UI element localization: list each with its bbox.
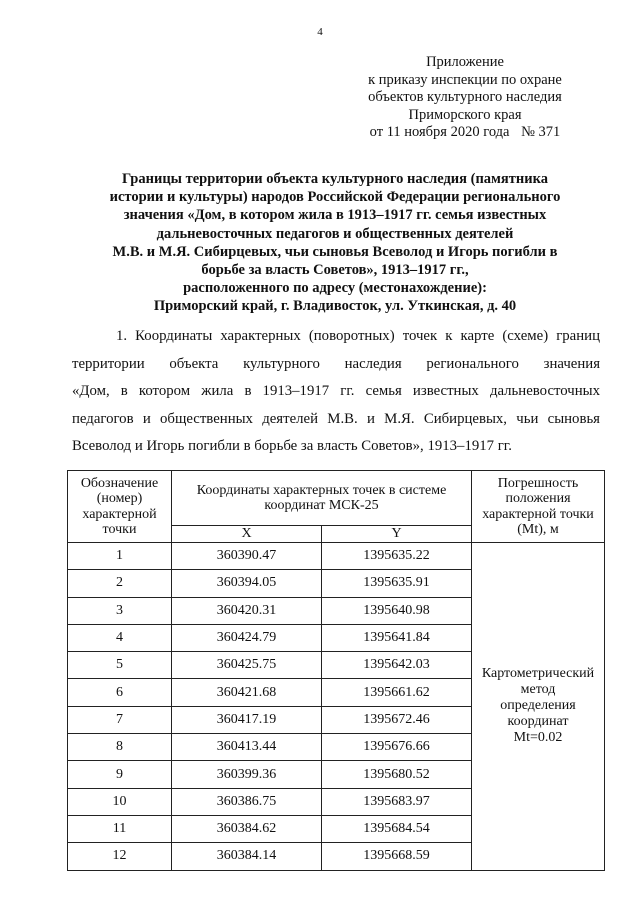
- coord-y: 1395680.52: [322, 761, 472, 788]
- header-coordinates: Координаты характерных точек в системе координат МСК-25: [172, 471, 472, 526]
- coord-x: 360384.62: [172, 815, 322, 842]
- coord-x: 360417.19: [172, 706, 322, 733]
- point-number: 9: [68, 761, 172, 788]
- coord-y: 1395641.84: [322, 624, 472, 651]
- appendix-line: Приложение: [426, 54, 504, 70]
- header-y: Y: [322, 526, 472, 543]
- paragraph-line: «Дом, в котором жила в 1913–1917 гг. семья известных дальневосточных: [72, 383, 600, 399]
- title-line: Границы территории объекта культурного наследия (памятника: [121, 171, 548, 187]
- coord-x: 360421.68: [172, 679, 322, 706]
- coord-x: 360424.79: [172, 624, 322, 651]
- title-line: истории и культуры) народов Российской Федерации регионального: [109, 189, 561, 206]
- coord-x: 360384.14: [172, 843, 322, 870]
- coord-x: 360399.36: [172, 761, 322, 788]
- title-line: значения «Дом, в котором жила в 1913–1917 гг. семья известных: [123, 207, 547, 224]
- title-line: М.В. и М.Я. Сибирцевых, чьи сыновья Всеволод и Игорь погибли в: [112, 243, 558, 260]
- coord-x: 360386.75: [172, 788, 322, 815]
- coord-y: 1395635.22: [322, 543, 472, 570]
- coord-y: 1395668.59: [322, 843, 472, 870]
- header-error: Погрешность положения характерной точки (Mt), м: [472, 471, 605, 543]
- order-date: от 11 ноября 2020 года: [369, 124, 510, 140]
- order-number: № 371: [521, 124, 561, 140]
- paragraph-line: педагогов и общественных деятелей М.В. и М.Я. Сибирцевых, чьи сыновья: [72, 410, 600, 427]
- point-number: 12: [68, 843, 172, 870]
- coordinates-table: [67, 470, 605, 871]
- point-number: 1: [68, 543, 172, 570]
- point-number: 6: [68, 679, 172, 706]
- appendix-date-line: [330, 124, 600, 142]
- coord-y: 1395683.97: [322, 788, 472, 815]
- coord-y: 1395635.91: [322, 570, 472, 597]
- header-designation: Обозначение (номер) характерной точки: [68, 471, 172, 543]
- title-line: борьбе за власть Советов», 1913–1917 гг.,: [201, 262, 469, 279]
- point-number: 3: [68, 597, 172, 624]
- coord-y: 1395684.54: [322, 815, 472, 842]
- document-title: [70, 170, 600, 316]
- point-number: 11: [68, 815, 172, 842]
- point-number: 2: [68, 570, 172, 597]
- title-line: дальневосточных педагогов и общественных деятелей: [156, 225, 514, 242]
- coord-x: 360413.44: [172, 734, 322, 761]
- coord-y: 1395672.46: [322, 706, 472, 733]
- paragraph-line: территории объекта культурного наследия регионального значения: [72, 355, 600, 372]
- point-number: 5: [68, 652, 172, 679]
- coord-x: 360390.47: [172, 543, 322, 570]
- coord-x: 360394.05: [172, 570, 322, 597]
- coord-y: 1395642.03: [322, 652, 472, 679]
- body-paragraph: [72, 323, 600, 461]
- title-line: расположенного по адресу (местонахождение):: [183, 280, 487, 297]
- appendix-line: к приказу инспекции по охране: [368, 71, 562, 88]
- page-number: 4: [317, 26, 323, 38]
- appendix-line: Приморского края: [408, 106, 522, 123]
- point-number: 4: [68, 624, 172, 651]
- method-cell: Картометрический метод определения координат Mt=0.02: [472, 543, 605, 871]
- coord-x: 360420.31: [172, 597, 322, 624]
- paragraph-line: Всеволод и Игорь погибли в борьбе за власть Советов», 1913–1917 гг.: [72, 438, 512, 454]
- coord-y: 1395676.66: [322, 734, 472, 761]
- title-line: Приморский край, г. Владивосток, ул. Уткинская, д. 40: [153, 298, 517, 315]
- coord-y: 1395661.62: [322, 679, 472, 706]
- point-number: 7: [68, 706, 172, 733]
- header-x: X: [172, 526, 322, 543]
- point-number: 8: [68, 734, 172, 761]
- appendix-line: объектов культурного наследия: [368, 89, 562, 105]
- table-row: [68, 543, 605, 570]
- paragraph-line: 1. Координаты характерных (поворотных) точек к карте (схеме) границ: [116, 328, 600, 344]
- coord-y: 1395640.98: [322, 597, 472, 624]
- coord-x: 360425.75: [172, 652, 322, 679]
- appendix-block: [330, 54, 600, 142]
- point-number: 10: [68, 788, 172, 815]
